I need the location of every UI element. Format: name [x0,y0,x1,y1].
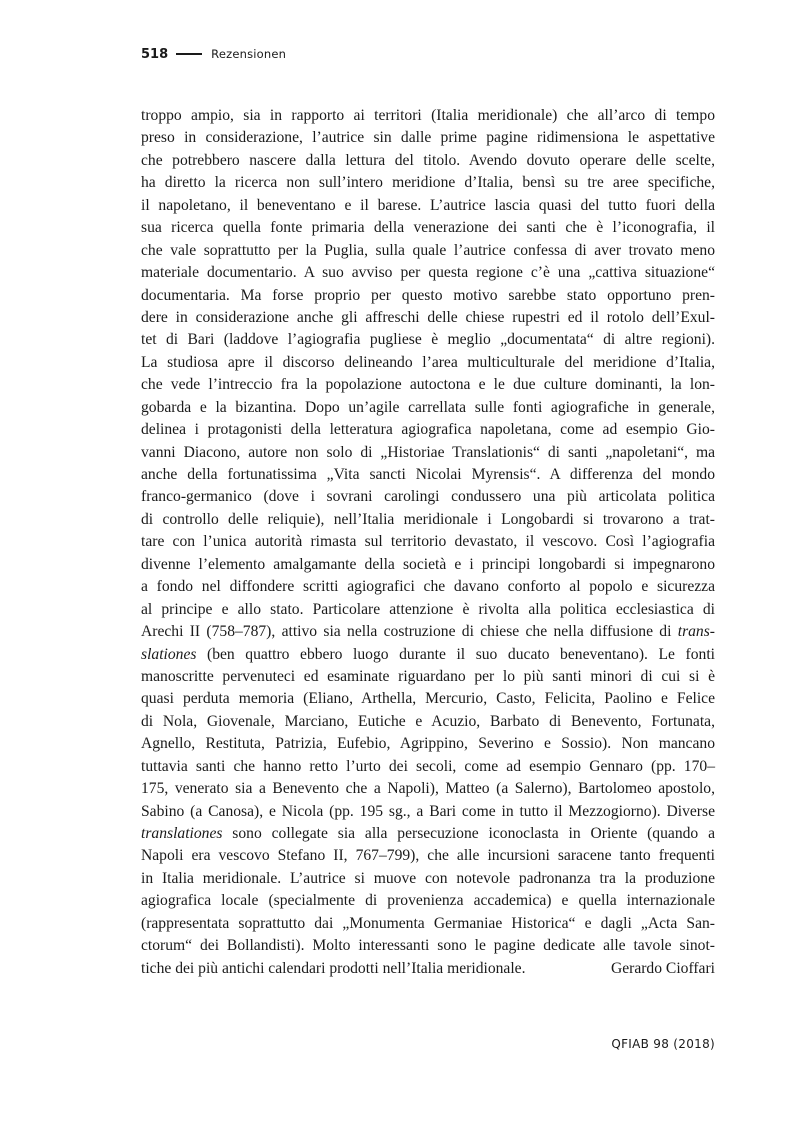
review-body [141,105,715,980]
text-line: divenne l’elemento amalgamante della società e i principi longobardi si impegnarono [141,555,715,573]
text-line: preso in considerazione, l’autrice sin dalle prime pagine ridimensiona le aspettative [141,129,715,147]
text-line: in Italia meridionale. L’autrice si muove con notevole padronanza tra la produzione [141,869,715,887]
text-line: gobarda e la bizantina. Dopo un’agile carrellata sulle fonti agiografiche in generale, [141,398,715,416]
text-line: Sabino (a Canosa), e Nicola (pp. 195 sg., a Bari come in tutto il Mezzogiorno). Diverse [141,802,715,820]
text-line: materiale documentario. A suo avviso per questa regione c’è una „cattiva situazione“ [141,264,715,282]
text-line: vanni Diacono, autore non solo di „Historiae Translationis“ di santi „napoletani“, ma [141,443,715,461]
running-header [141,44,286,64]
text-line: tet di Bari (laddove l’agiografia pugliese è meglio „documentata“ di altre regioni). [141,331,715,349]
text-line: delinea i protagonisti della letteratura agiografica napoletana, come ad esempio Gio- [141,421,715,439]
text-line: Arechi II (758–787), attivo sia nella costruzione di chiese che nella diffusione di trans- [141,623,715,641]
text-line: documentaria. Ma forse proprio per questo motivo sarebbe stato opportuno pren- [141,286,715,304]
text-line: ctorum“ dei Bollandisti). Molto interessanti sono le pagine dedicate alle tavole sinot- [141,937,715,955]
text-line: Napoli era vescovo Stefano II, 767–799), che alle incursioni saracene tanto frequenti [141,847,715,865]
text-line: ha diretto la ricerca non sull’intero meridione d’Italia, bensì su tre aree specifiche, [141,174,715,192]
text-line: anche della fortunatissima „Vita sancti Nicolai Myrensis“. A differenza del mondo [141,466,715,483]
text-line: manoscritte pervenuteci ed esaminate riguardano per lo più santi minori di cui si è [141,667,715,685]
text-line: dere in considerazione anche gli affreschi delle chiese rupestri ed il rotolo dell’Exul- [141,308,715,326]
header-rule [176,53,202,55]
italic-term: translationes [141,825,223,842]
text-line: sua ricerca quella fonte primaria della venerazione dei santi che è l’iconografia, il [141,219,715,237]
text-line: quasi perduta memoria (Eliano, Arthella, Mercurio, Casto, Felicita, Paolino e Felice [141,690,715,708]
text-line: agiografica locale (specialmente di provenienza accademica) e quella internazionale [141,892,715,910]
text-line: franco-germanico (dove i sovrani carolingi condussero una più articolata politica [141,488,715,506]
text-line: translationes sono collegate sia alla persecuzione iconoclasta in Oriente (quando a [141,825,715,842]
text-line: La studiosa apre il discorso delineando l’area multiculturale del meridione d’Italia, [141,353,715,371]
journal-footer: QFIAB 98 (2018) [611,1037,715,1051]
page-number: 518 [141,46,169,62]
italic-term: slationes [141,645,197,663]
text-line: troppo ampio, sia in rapporto ai territori (Italia meridionale) che all’arco di tempo [141,107,715,124]
text-line: di controllo delle reliquie), nell’Italia meridionale i Longobardi si trovarono a trat- [141,510,715,528]
text-line: il napoletano, il beneventano e il barese. L’autrice lascia quasi del tutto fuori della [141,196,715,214]
text-line: (rappresentata soprattutto dai „Monumenta Germaniae Historica“ e dagli „Acta San- [141,914,715,932]
text-line: slationes (ben quattro ebbero luogo durante il suo ducato beneventano). Le fonti [141,645,715,663]
text-line: di Nola, Giovenale, Marciano, Eutiche e Acuzio, Barbato di Benevento, Fortunata, [141,712,715,730]
text-line: tuttavia santi che hanno retto l’urto dei secoli, come ad esempio Gennaro (pp. 170– [141,757,715,775]
text-line: tiche dei più antichi calendari prodotti nell’Italia meridionale. Gerardo Cioffari [141,958,715,980]
text-line: Agnello, Restituta, Patrizia, Eufebio, Agrippino, Severino e Sossio). Non mancano [141,735,715,753]
section-title: Rezensionen [211,47,287,61]
text-line: 175, venerato sia a Benevento che a Napoli), Matteo (a Salerno), Bartolomeo apostolo, [141,780,715,798]
text-line: che vede l’intreccio fra la popolazione autoctona e le due culture dominanti, la lon- [141,376,715,394]
text-line: che potrebbero nascere dalla lettura del titolo. Avendo dovuto operare delle scelte, [141,151,715,169]
text-line: che vale soprattutto per la Puglia, sulla quale l’autrice confessa di aver trovato meno [141,241,715,259]
text-line: a fondo nel diffondere scritti agiografici che davano conforto al popolo e sicurezza [141,578,715,596]
review-author: Gerardo Cioffari [610,959,715,977]
text-line: al principe e allo stato. Particolare attenzione è rivolta alla politica ecclesiastica di [141,600,715,618]
text-line: tare con l’unica autorità rimasta sul territorio devastato, il vescovo. Così l’agiografia [141,533,715,551]
italic-term: trans- [677,623,715,641]
